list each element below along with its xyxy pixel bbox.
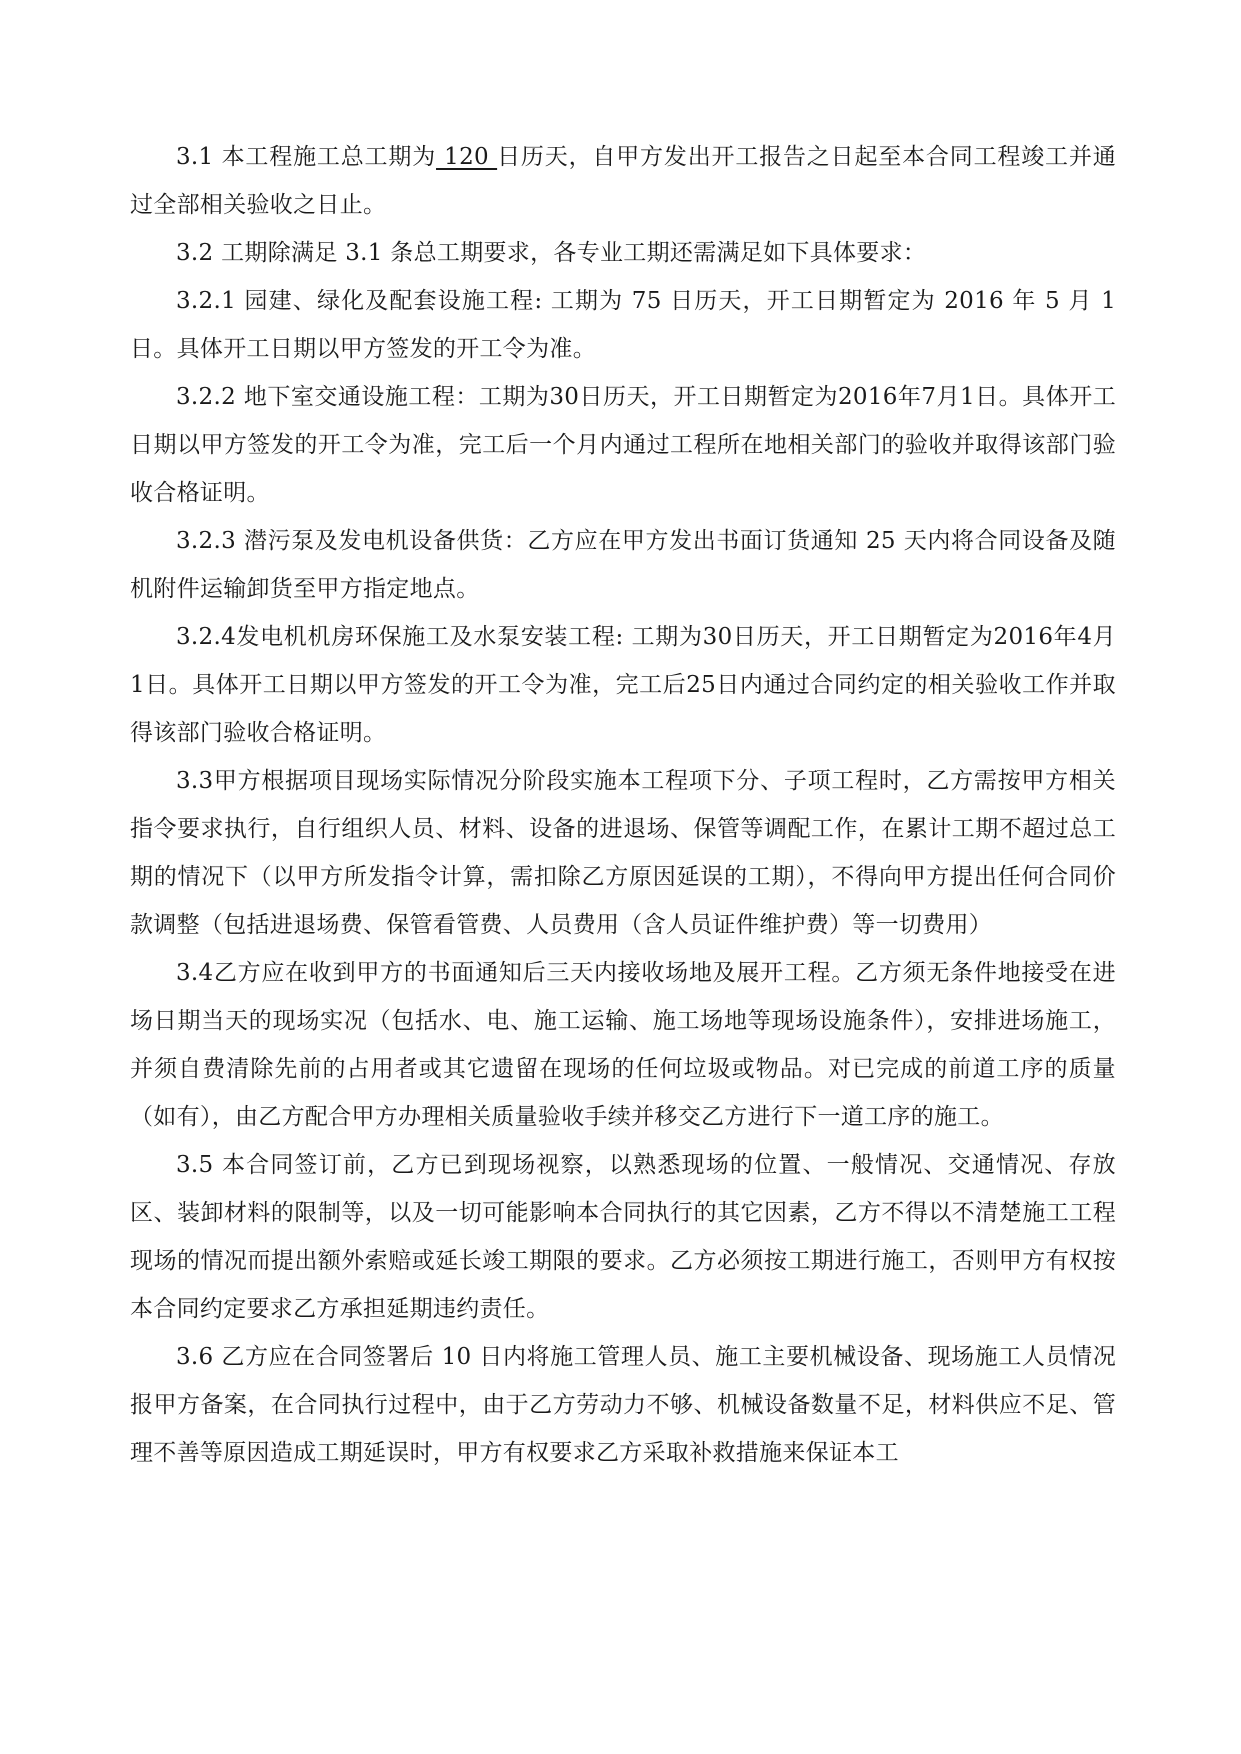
- clause-3-2: 3.2 工期除满足 3.1 条总工期要求，各专业工期还需满足如下具体要求：: [176, 240, 927, 266]
- clause-3-2-4: 3.2.4发电机机房环保施工及水泵安装工程: 工期为30日历天，开工日期暂定为2016年4月1日。具体开工日期以甲方签发的开工令为准，完工后25日内通过合同约定的相关验收工作并取得该部门验收合格证明。: [130, 624, 1116, 746]
- clause-3-1: [130, 133, 1116, 229]
- clause-3-6: 3.6 乙方应在合同签署后 10 日内将施工管理人员、施工主要机械设备、现场施工人员情况报甲方备案，在合同执行过程中，由于乙方劳动力不够、机械设备数量不足，材料供应不足、管理不善等原因造成工期延误时，甲方有权要求乙方采取补救措施来保证本工: [130, 1344, 1116, 1466]
- clause-3-2-2: 3.2.2 地下室交通设施工程：工期为30日历天，开工日期暂定为2016年7月1日。具体开工日期以甲方签发的开工令为准，完工后一个月内通过工程所在地相关部门的验收并取得该部门验收合格证明。: [130, 384, 1116, 506]
- clause-3-1-lead: 3.1 本工程施工总工期为: [176, 144, 437, 170]
- document-page: [130, 133, 1116, 1477]
- clause-3-3: 3.3甲方根据项目现场实际情况分阶段实施本工程项下分、子项工程时，乙方需按甲方相关指令要求执行，自行组织人员、材料、设备的进退场、保管等调配工作，在累计工期不超过总工期的情况下（以甲方所发指令计算，需扣除乙方原因延误的工期），不得向甲方提出任何合同价款调整（包括进退场费、保管看管费、人员费用（含人员证件维护费）等一切费用）: [130, 768, 1116, 938]
- clause-3-2-3: 3.2.3 潜污泵及发电机设备供货：乙方应在甲方发出书面订货通知 25 天内将合同设备及随机附件运输卸货至甲方指定地点。: [130, 528, 1116, 602]
- clause-3-2-1: 3.2.1 园建、绿化及配套设施工程: 工期为 75 日历天，开工日期暂定为 2016 年 5 月 1 日。具体开工日期以甲方签发的开工令为准。: [130, 288, 1116, 362]
- total-duration-value: 120: [436, 144, 498, 170]
- clause-3-5: 3.5 本合同签订前，乙方已到现场视察，以熟悉现场的位置、一般情况、交通情况、存放区、装卸材料的限制等，以及一切可能影响本合同执行的其它因素，乙方不得以不清楚施工工程现场的情况而提出额外索赔或延长竣工期限的要求。乙方必须按工期进行施工，否则甲方有权按本合同约定要求乙方承担延期违约责任。: [130, 1152, 1116, 1322]
- clause-3-4: 3.4乙方应在收到甲方的书面通知后三天内接收场地及展开工程。乙方须无条件地接受在进场日期当天的现场实况（包括水、电、施工运输、施工场地等现场设施条件），安排进场施工，并须自费清除先前的占用者或其它遗留在现场的任何垃圾或物品。对已完成的前道工序的质量（如有），由乙方配合甲方办理相关质量验收手续并移交乙方进行下一道工序的施工。: [130, 960, 1116, 1130]
- clause-3-1-rest: 日历天，自甲方发出开工报告之日起至本合同工程竣工并通过全部相关验收之日止。: [130, 144, 1116, 218]
